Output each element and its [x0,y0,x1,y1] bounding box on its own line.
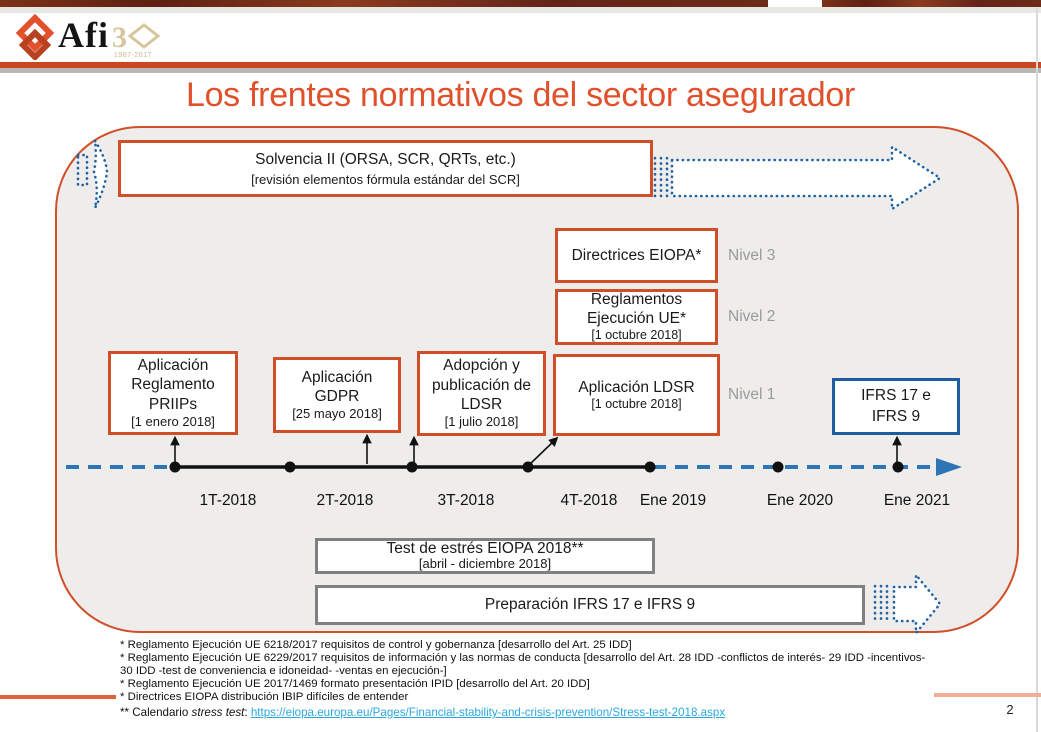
directrices-label: Directrices EIOPA* [571,246,702,264]
timeline-label-ene2021: Ene 2021 [883,492,951,509]
stress-note-prefix: ** Calendario [120,706,192,719]
page-number: 2 [1006,702,1014,717]
connector-arrows [175,437,897,466]
priips-date: [1 enero 2018] [131,413,215,429]
gdpr-line2: GDPR [314,387,360,405]
stress-test-note [120,706,725,719]
preparacion-ifrs-box [315,585,865,625]
stress-note-italic: stress test [191,706,245,719]
gdpr-date: [25 mayo 2018] [292,406,382,422]
footnote-line: * Directrices EIOPA distribución IBIP difíciles de entender [120,691,409,703]
brand-name: Afi [58,15,109,55]
reglamentos-box [555,289,718,345]
stress-note-separator: : [244,706,251,719]
directrices-eiopa-box [555,228,718,283]
reglamentos-line1: Reglamentos [590,290,683,308]
footnote-line: * Reglamento Ejecución UE 2017/1469 formato presentación IPID [desarrollo del Art. 20 IDD] [120,678,590,690]
footnote-line: * Reglamento Ejecución UE 6218/2017 requisitos de control y gobernanza [desarrollo del Art. 25 IDD] [120,639,632,651]
priips-line3: PRIIPs [148,395,198,413]
adopcion-date: [1 julio 2018] [444,414,519,430]
footer-rule-left [0,695,116,699]
dotted-arrow-left-icon [70,138,114,212]
priips-line1: Aplicación [137,356,209,374]
ifrs-line1: IFRS 17 e [861,387,931,405]
solvencia-subtitle: [revisión elementos fórmula estándar del SCR] [251,172,520,188]
svg-text:3: 3 [112,22,127,52]
timeline-label-3t2018: 3T-2018 [437,492,495,509]
nivel-1-label: Nivel 1 [728,386,776,403]
timeline-label-ene2019: Ene 2019 [639,492,707,509]
aplicacion-ldsr-box [553,354,720,436]
anniversary-years: 1987-2017 [114,52,152,59]
gdpr-box [273,357,401,433]
stress-test-title: Test de estrés EIOPA 2018** [386,539,584,557]
adopcion-ldsr-box [417,351,546,436]
footer-rule-right [934,693,1041,697]
nivel-2-label: Nivel 2 [728,308,776,325]
solvencia-box [118,140,653,197]
adopcion-line2: publicación de [431,376,532,394]
page-title: Los frentes normativos del sector asegurador [185,76,856,114]
top-texture-bar-right [822,0,1041,7]
reglamentos-date: [1 octubre 2018] [591,328,682,343]
ifrs-line2: IFRS 9 [871,407,921,425]
footnotes [120,639,930,704]
stress-test-link[interactable]: https://eiopa.europa.eu/Pages/Financial-stability-and-crisis-prevention/Stress-test-2018.aspx [250,706,726,719]
header-rule-gray [0,68,1041,73]
stress-test-box [315,538,655,574]
timeline-label-4t2018: 4T-2018 [560,492,618,509]
adopcion-line1: Adopción y [443,357,520,375]
gdpr-line1: Aplicación [301,368,373,386]
top-texture-bar-left [0,0,768,7]
timeline-label-2t2018: 2T-2018 [316,492,374,509]
preparacion-label: Preparación IFRS 17 e IFRS 9 [484,596,696,614]
footnote-line: 30 IDD -test de conveniencia e idoneidad- -ventas en ejecución-] [120,665,447,677]
stress-test-date: [abril - diciembre 2018] [418,556,552,572]
adopcion-line3: LDSR [460,396,503,414]
priips-line2: Reglamento [131,376,215,394]
timeline-label-1t2018: 1T-2018 [199,492,257,509]
solvencia-dotted-arrow-icon [652,142,947,214]
reglamentos-line2: Ejecución UE* [586,309,687,327]
nivel-3-label: Nivel 3 [728,247,776,264]
anniversary-30-icon [112,22,162,52]
footnote-line: * Reglamento Ejecución UE 6229/2017 requisitos de información y las normas de conducta [desarrollo del Art. 28 IDD -conflictos de interés- 29 IDD -incentivos- [120,652,926,664]
timeline [0,425,1041,487]
preparacion-dotted-arrow-icon [868,571,946,637]
aplicacion-ldsr-date: [1 octubre 2018] [591,396,682,411]
topbar-underlay [0,7,1041,13]
aplicacion-ldsr-title: Aplicación LDSR [578,378,695,396]
slide-right-edge [1036,7,1038,732]
afi-knot-icon [14,14,56,60]
solvencia-title: Solvencia II (ORSA, SCR, QRTs, etc.) [255,151,516,168]
priips-box [108,351,238,435]
timeline-label-ene2020: Ene 2020 [766,492,834,509]
